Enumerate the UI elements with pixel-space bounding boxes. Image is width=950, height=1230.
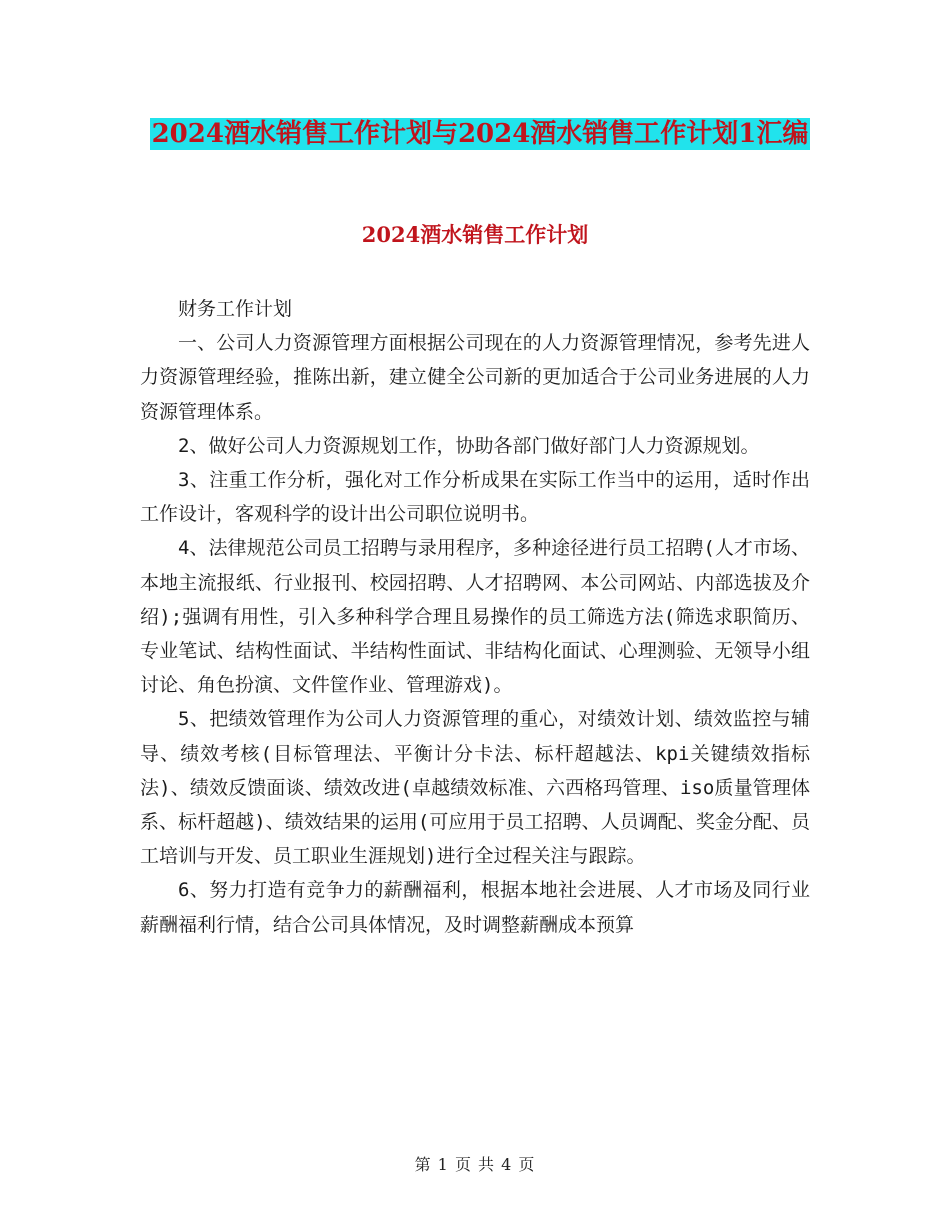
- document-title: [140, 112, 820, 156]
- document-body: [140, 292, 810, 942]
- paragraph: 2、做好公司人力资源规划工作，协助各部门做好部门人力资源规划。: [178, 434, 760, 457]
- document-title-text: 2024酒水销售工作计划与2024酒水销售工作计划1汇编: [151, 119, 809, 149]
- paragraph: 一、公司人力资源管理方面根据公司现在的人力资源管理情况，参考先进人力资源管理经验，推陈出新，建立健全公司新的更加适合于公司业务进展的人力资源管理体系。: [140, 332, 810, 423]
- paragraph: 6、努力打造有竞争力的薪酬福利，根据本地社会进展、人才市场及同行业薪酬福利行情，结合公司具体情况，及时调整薪酬成本预算: [140, 879, 810, 936]
- paragraph: 3、注重工作分析，强化对工作分析成果在实际工作当中的运用，适时作出工作设计，客观科学的设计出公司职位说明书。: [140, 469, 810, 526]
- page-footer: 第 1 页 共 4 页: [414, 1155, 536, 1174]
- paragraph: 5、把绩效管理作为公司人力资源管理的重心，对绩效计划、绩效监控与辅导、绩效考核(目标管理法、平衡计分卡法、标杆超越法、kpi关键绩效指标法)、绩效反馈面谈、绩效改进(卓越绩效标准、六西格玛管理、iso质量管理体系、标杆超越)、绩效结果的运用(可应用于员工招聘、人员调配、奖金分配、员工培训与开发、员工职业生涯规划)进行全过程关注与跟踪。: [140, 708, 810, 868]
- paragraph-heading: 财务工作计划: [178, 298, 293, 320]
- paragraph: 4、法律规范公司员工招聘与录用程序，多种途径进行员工招聘(人才市场、本地主流报纸、行业报刊、校园招聘、人才招聘网、本公司网站、内部选拔及介绍);强调有用性，引入多种科学合理且易操作的员工筛选方法(筛选求职简历、专业笔试、结构性面试、半结构性面试、非结构化面试、心理测验、无领导小组讨论、角色扮演、文件筐作业、管理游戏)。: [140, 537, 810, 697]
- section-title: 2024酒水销售工作计划: [361, 222, 589, 247]
